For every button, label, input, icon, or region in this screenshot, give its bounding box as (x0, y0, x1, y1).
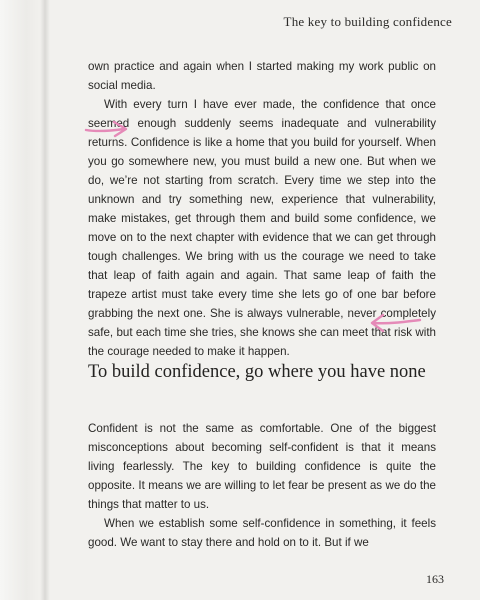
paragraph: Confident is not the same as comfortable. One of the biggest misconceptions about becoming self-confident is that it means living fearlessly. The key to building confidence is quite the opposite. It means we are willing to let fear be present as we do the things that matter to us. (88, 422, 436, 511)
section-heading: To build confidence, go where you have none (88, 362, 426, 382)
pink-arrow-icon (84, 118, 132, 140)
scan-edge (0, 0, 44, 600)
page-number: 163 (426, 572, 444, 586)
body-text-bottom (88, 419, 436, 552)
running-head: The key to building confidence (283, 14, 452, 29)
pink-arrow-icon (368, 312, 424, 334)
paragraph: own practice and again when I started making my work public on social media. (88, 60, 436, 92)
paragraph: With every turn I have ever made, the confidence that once seemed enough suddenly seems inadequate and vulnerability returns. Confidence is like a home that you build for yourself. When you go somewhere new, you must build a new one. But when we do, we’re not starting from scratch. Every time we step into the unknown and try something new, experience that vulnerability, make mistakes, get through them and build some confidence, we move on to the next chapter with evidence that we can get through tough challenges. We bring with us the courage we need to take that leap of faith again and again. That same leap of faith the trapeze artist must take every time she lets go of one bar before grabbing the next one. She is always vulnerable, never completely safe, but each time she tries, she knows she can meet that risk with the courage needed to make it happen. (88, 98, 436, 358)
gutter-shadow (40, 0, 50, 600)
paragraph: When we establish some self-confidence in something, it feels good. We want to stay there and hold on to it. But if we (88, 517, 436, 549)
